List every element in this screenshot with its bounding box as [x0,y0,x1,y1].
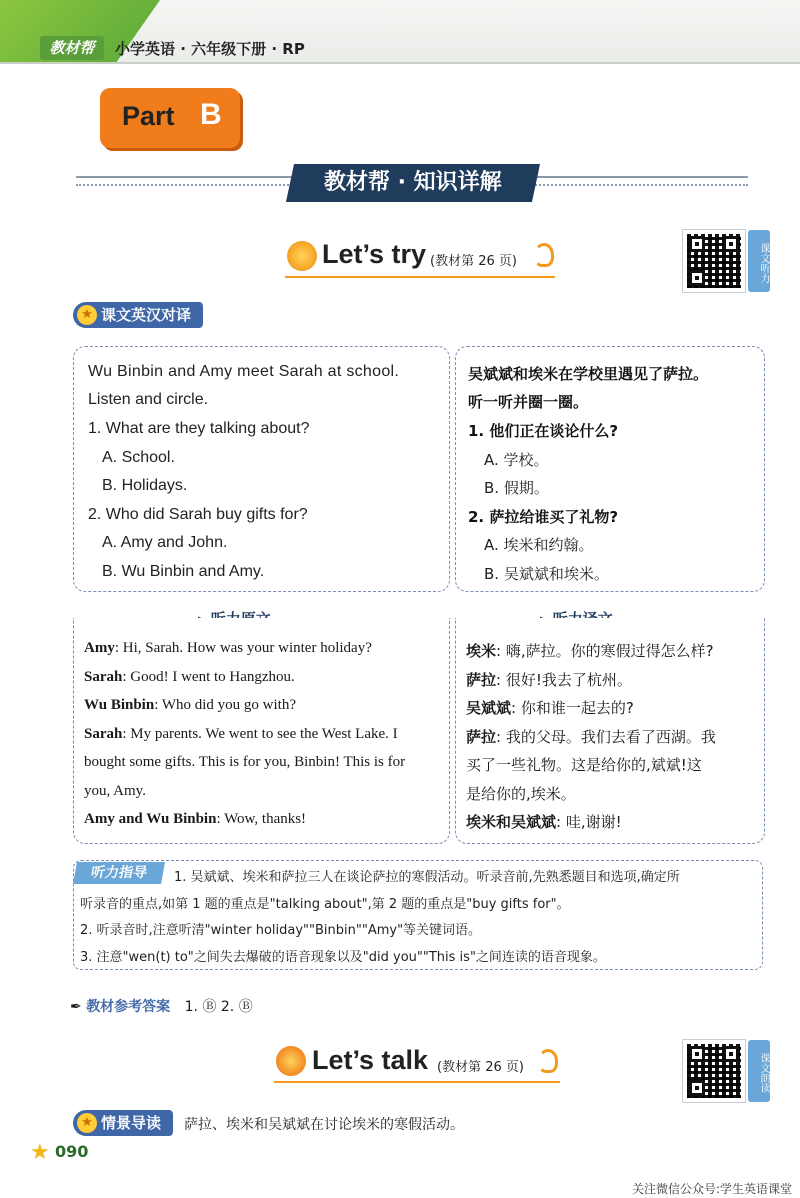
question-2-option-b-cn: B. 吴斌斌和埃米。 [484,565,609,583]
dialogue-line: Amy: Hi, Sarah. How was your winter holiday? [84,640,372,656]
part-badge [100,88,240,148]
guide-line: 3. 注意"wen(t) to"之间失去爆破的语音现象以及"did you""This is"之间连读的语音现象。 [80,950,606,965]
guide-line: 听录音的重点,如第 1 题的重点是"talking about",第 2 题的重点是"buy gifts for"。 [80,897,570,912]
qr-finder-icon [689,270,705,286]
qr-finder-icon [689,1080,705,1096]
qr-finder-icon [689,1046,705,1062]
headphone-icon [538,1049,558,1073]
qr-audio-tag: 课文听力 [748,230,770,292]
part-letter: B [200,98,222,131]
dialogue-line-cn: 萨拉: 很好!我去了杭州。 [466,671,632,689]
task-instruction-cn: 听一听并圈一圈。 [468,393,589,411]
scene-text: 萨拉、埃米和吴斌斌在讨论埃米的寒假活动。 [184,1117,464,1133]
dialogue-line: bought some gifts. This is for you, Binbin! This is for [84,754,406,770]
section-tag-translation [73,302,203,328]
lets-talk-underline [274,1081,560,1083]
task-intro: Wu Binbin and Amy meet Sarah at school. [88,363,400,380]
section-banner: 教材帮 · 知识详解 [286,164,540,202]
dialogue-line-cn: 萨拉: 我的父母。我们去看了西湖。我 [466,728,716,746]
chinese-task-box [455,346,765,592]
brand-badge: 教材帮 [40,36,104,60]
qr-finder-icon [723,1046,739,1062]
answers-text: 1. Ⓑ 2. Ⓑ [184,999,253,1015]
dialogue-line-cn: 吴斌斌: 你和谁一起去的? [466,699,634,717]
qr-finder-icon [689,236,705,252]
question-2-cn: 2. 萨拉给谁买了礼物? [468,508,619,526]
headphone-icon [534,243,554,267]
english-task-box [73,346,450,592]
dialogue-line-cn: 埃米和吴斌斌: 哇,谢谢! [466,813,622,831]
qr-reading-tag: 课文朗读 [748,1040,770,1102]
question-2-option-b: B. Wu Binbin and Amy. [102,563,265,580]
task-intro-cn: 吴斌斌和埃米在学校里遇见了萨拉。 [468,365,709,383]
reference-answers [70,996,253,1016]
page-number: 090 [55,1142,89,1161]
dialogue-line: Amy and Wu Binbin: Wow, thanks! [84,811,307,827]
lets-try-underline [285,276,555,278]
lets-try-title: Let’s try [322,239,427,269]
question-1-option-b-cn: B. 假期。 [484,479,549,497]
tag-label: 情景导读 [101,1114,162,1132]
dialogue-line-cn: 埃米: 嗨,萨拉。你的寒假过得怎么样? [466,642,714,660]
dialogue-line: you, Amy. [84,783,146,799]
section-tag-scene [73,1110,173,1136]
question-2: 2. Who did Sarah buy gifts for? [88,506,308,523]
dialogue-line: Wu Binbin: Who did you go with? [84,697,296,713]
book-title: 小学英语 · 六年级下册 · RP [115,40,305,58]
star-icon: ★ [30,1140,50,1165]
ear-icon [287,241,317,271]
answers-label: 教材参考答案 [86,999,171,1015]
lets-try-ref: (教材第 26 页) [430,254,517,269]
listening-guide-tag: 听力指导 [73,862,165,884]
part-word: Part [122,101,175,131]
qr-code-icon[interactable] [683,230,745,292]
dialogue-line-cn: 是给你的,埃米。 [466,785,576,803]
lets-talk-title: Let’s talk [312,1045,429,1075]
question-1-cn: 1. 他们正在谈论什么? [468,422,619,440]
question-1-option-b: B. Holidays. [102,477,188,494]
star-icon: ★ [77,1113,97,1133]
question-1-option-a-cn: A. 学校。 [484,451,549,469]
question-1-option-a: A. School. [102,449,175,466]
qr-code-icon[interactable] [683,1040,745,1102]
tag-label: 课文英汉对译 [101,306,192,324]
pen-icon: ✒ [70,999,82,1015]
question-2-option-a: A. Amy and John. [102,534,228,551]
dialogue-line-cn: 买了一些礼物。这是给你的,斌斌!这 [466,756,702,774]
listening-translation-box [455,618,765,844]
dialogue-line: Sarah: My parents. We went to see the West Lake. I [84,726,398,742]
lets-talk-ref: (教材第 26 页) [437,1060,524,1075]
header-divider [0,62,800,64]
question-1: 1. What are they talking about? [88,420,310,437]
qr-finder-icon [723,236,739,252]
guide-line: 2. 听录音时,注意听清"winter holiday""Binbin""Amy"等关键词语。 [80,923,482,938]
question-2-option-a-cn: A. 埃米和约翰。 [484,536,594,554]
task-instruction: Listen and circle. [88,391,209,408]
listening-original-box [73,618,450,844]
guide-line: 1. 吴斌斌、埃米和萨拉三人在谈论萨拉的寒假活动。听录音前,先熟悉题目和选项,确定所 [174,870,680,885]
footer-note: 关注微信公众号:学生英语课堂 [631,1182,792,1196]
fire-icon [276,1046,306,1076]
page-header [0,0,800,64]
star-icon: ★ [77,305,97,325]
dialogue-line: Sarah: Good! I went to Hangzhou. [84,669,295,685]
